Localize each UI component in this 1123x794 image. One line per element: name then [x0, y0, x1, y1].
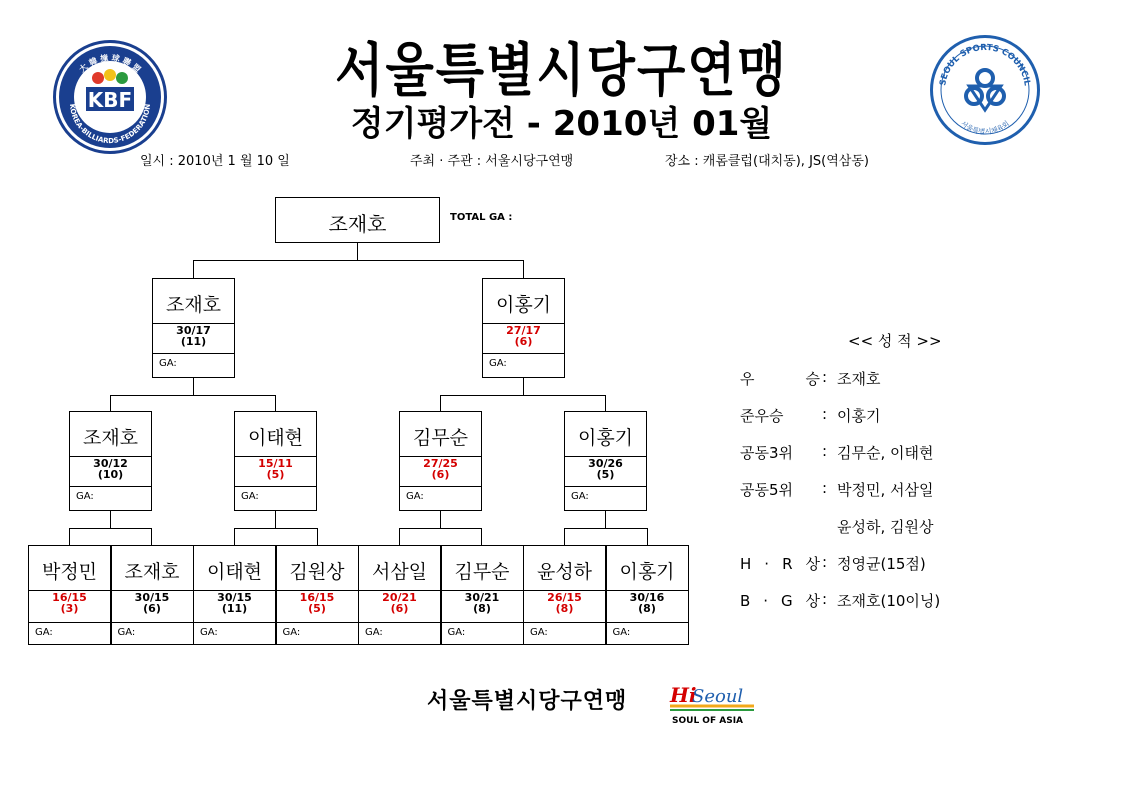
result-label: 공동5위	[740, 481, 794, 499]
player-ga: GA:	[76, 491, 94, 502]
player-score: 16/15	[52, 591, 87, 604]
bracket-player-box	[193, 545, 276, 645]
result-value: 조재호	[837, 370, 881, 388]
player-name: 이태현	[206, 561, 263, 583]
player-score: 30/17	[176, 324, 211, 337]
player-score: 30/15	[217, 591, 252, 604]
hi-seoul-logo	[668, 672, 758, 728]
bracket-player-box	[358, 545, 441, 645]
player-name: 박정민	[41, 561, 98, 583]
player-score: 30/16	[629, 591, 665, 604]
result-value: 이홍기	[837, 407, 881, 425]
player-name: 이태현	[247, 427, 304, 449]
player-innings: (8)	[638, 602, 656, 615]
bracket-player-box	[69, 411, 152, 511]
result-colon: :	[822, 405, 828, 423]
bracket-player-box	[564, 411, 647, 511]
result-label: 준우승	[740, 407, 784, 425]
player-innings: (6)	[143, 602, 161, 615]
player-score: 16/15	[299, 591, 335, 604]
player-score: 20/21	[382, 591, 417, 604]
result-colon: :	[822, 368, 828, 386]
player-ga: GA:	[117, 627, 136, 638]
result-label: 우 승	[740, 370, 820, 388]
bracket-player-box	[441, 545, 524, 645]
svg-text:SEOUL SPORTS COUNCIL	[938, 43, 1032, 87]
page-title: 서울특별시당구연맹	[335, 37, 788, 104]
result-label: B · G 상	[740, 592, 820, 610]
bracket-player-box	[234, 411, 317, 511]
result-value: 정영균(15점)	[837, 555, 926, 573]
player-ga: GA:	[571, 491, 589, 502]
bracket-player-box	[276, 545, 359, 645]
player-innings: (6)	[514, 335, 533, 348]
player-innings: (8)	[473, 602, 491, 615]
result-colon: :	[822, 479, 828, 497]
player-innings: (10)	[97, 468, 124, 481]
player-name: 서삼일	[371, 561, 428, 583]
player-ga: GA:	[530, 627, 548, 638]
bracket-player-box	[28, 545, 111, 645]
kbf-top-text: 大 韓 撞 球 聯 盟	[77, 53, 143, 75]
svg-text:서울특별시체육회	[959, 119, 1011, 136]
player-score: 30/21	[464, 591, 500, 604]
player-score: 30/12	[93, 457, 128, 470]
player-innings: (8)	[555, 602, 574, 615]
seoul-ring-bottom-text: 서울특별시체육회	[959, 119, 1011, 137]
total-ga-label: TOTAL GA :	[450, 212, 513, 223]
player-innings: (5)	[308, 602, 326, 615]
player-innings: (5)	[596, 468, 615, 481]
player-innings: (6)	[390, 602, 409, 615]
page-subtitle: 정기평가전 - 2010년 01월	[350, 104, 773, 144]
player-ga: GA:	[159, 358, 177, 369]
player-ga: GA:	[406, 491, 424, 502]
player-ga: GA:	[612, 627, 631, 638]
result-value: 조재호(10이닝)	[837, 592, 941, 610]
player-score: 27/25	[423, 457, 458, 470]
bracket-player-box	[606, 545, 689, 645]
result-colon: :	[822, 553, 828, 571]
player-innings: (5)	[266, 468, 285, 481]
result-value: 윤성하, 김원상	[837, 518, 934, 536]
player-name: 이홍기	[619, 561, 675, 583]
kbf-letters: KBF	[87, 88, 133, 112]
player-ga: GA:	[282, 627, 301, 638]
player-name: 김무순	[412, 427, 469, 449]
player-innings: (11)	[180, 335, 207, 348]
player-ga: GA:	[447, 627, 466, 638]
player-name: 이홍기	[495, 294, 552, 316]
event-date: 일시 : 2010년 1 월 10 일	[140, 154, 290, 169]
footer-org: 서울특별시당구연맹	[427, 689, 628, 714]
result-colon: :	[822, 590, 828, 608]
player-name: 이홍기	[577, 427, 634, 449]
player-ga: GA:	[365, 627, 383, 638]
player-ga: GA:	[241, 491, 259, 502]
player-ga: GA:	[35, 627, 53, 638]
event-host: 주최 · 주관 : 서울시당구연맹	[410, 154, 574, 169]
seoul-ring-top-text: SEOUL SPORTS COUNCIL	[938, 42, 1032, 87]
player-name: 조재호	[165, 294, 222, 316]
bracket-player-box	[399, 411, 482, 511]
player-name: 윤성하	[536, 561, 593, 583]
result-colon: :	[822, 442, 828, 460]
player-name: 김원상	[289, 561, 345, 583]
player-score: 26/15	[547, 591, 582, 604]
player-innings: (11)	[221, 602, 248, 615]
seoul-sports-council-logo	[930, 35, 1040, 145]
player-ga: GA:	[200, 627, 218, 638]
results-heading: << 성 적 >>	[848, 332, 942, 350]
player-name: 조재호	[82, 427, 139, 449]
hi-seoul-tagline: SOUL OF ASIA	[672, 716, 744, 726]
player-innings: (6)	[431, 468, 450, 481]
bracket-player-box	[152, 278, 235, 378]
player-score: 27/17	[506, 324, 541, 337]
player-name: 조재호	[124, 561, 180, 583]
hi-seoul-hi: Hi	[670, 683, 697, 707]
result-value: 박정민, 서삼일	[837, 481, 934, 499]
kbf-ring-text: KOREA-BILLIARDS-FEDERATION	[67, 103, 153, 146]
bracket-final	[275, 197, 440, 243]
event-venue: 장소 : 캐롬클럽(대치동), JS(역삼동)	[665, 154, 869, 169]
player-score: 30/26	[588, 457, 623, 470]
champion-name: 조재호	[328, 212, 387, 236]
result-label: 공동3위	[740, 444, 794, 462]
bracket-player-box	[482, 278, 565, 378]
player-innings: (3)	[60, 602, 79, 615]
player-score: 30/15	[134, 591, 170, 604]
bracket-player-box	[111, 545, 194, 645]
player-score: 15/11	[258, 457, 293, 470]
kbf-logo	[53, 40, 167, 154]
player-ga: GA:	[489, 358, 507, 369]
hi-seoul-seoul: Seoul	[692, 686, 744, 707]
result-label: H · R 상	[740, 555, 820, 573]
player-name: 김무순	[454, 561, 510, 583]
bracket-player-box	[523, 545, 606, 645]
result-value: 김무순, 이태현	[837, 444, 934, 462]
